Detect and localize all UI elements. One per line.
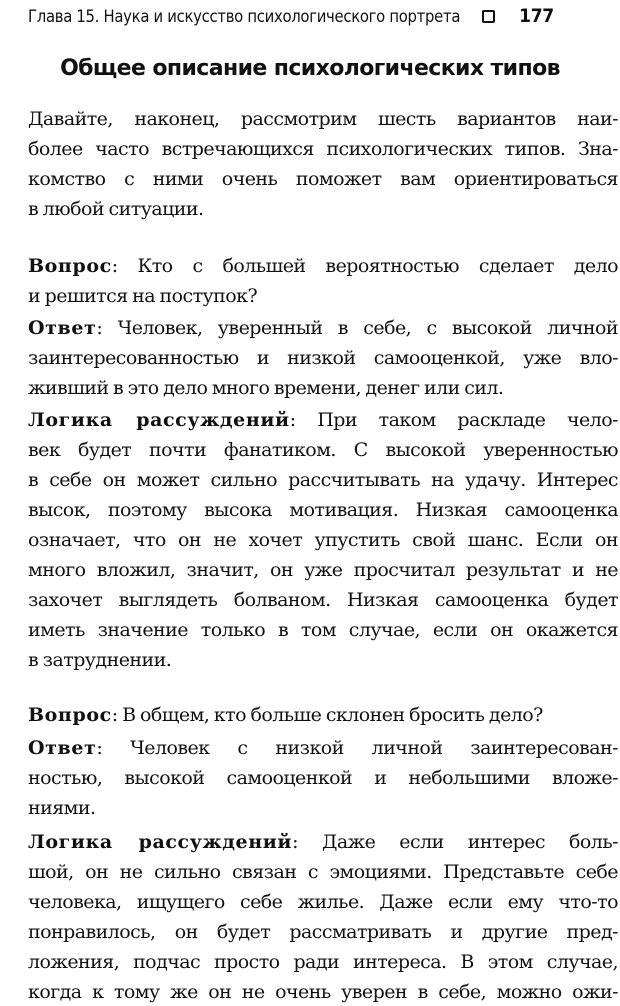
- text-line: в затруднении.: [28, 649, 172, 671]
- chapter-title: Глава 15. Наука и искусство психологического портрета: [28, 6, 461, 26]
- text-line: высок, поэтому высока мотивация. Низкая самооценка: [28, 499, 618, 521]
- square-bullet-icon: [482, 10, 495, 23]
- text-line: ностью, высокой самооценкой и небольшими вложе-: [28, 767, 618, 789]
- question-text: : Кто с большей вероятностью сделает дело: [111, 255, 618, 277]
- text-line: иметь значение только в том случае, если он окажется: [28, 619, 618, 641]
- text-line: [28, 405, 618, 435]
- text-line: означает, что он не хочет упустить свой шанс. Если он: [28, 529, 618, 551]
- reasoning-term: Логика рассуждений: [28, 831, 293, 853]
- reasoning-text: : При таком раскладе чело-: [289, 409, 618, 431]
- answer-term: Ответ: [28, 317, 97, 339]
- running-header: [28, 2, 616, 30]
- answer-text: : Человек с низкой личной заинтересован-: [96, 737, 618, 759]
- question-paragraph-2: [28, 700, 618, 730]
- reasoning-term: Логика рассуждений: [28, 409, 290, 431]
- section-heading: Общее описание психологических типов: [60, 56, 560, 81]
- text-line: в себе он может сильно рассчитывать на удачу. Интерес: [28, 469, 618, 491]
- text-line: более часто встречающихся психологических типов. Зна-: [28, 138, 618, 160]
- reasoning-paragraph-1: [28, 405, 618, 675]
- answer-paragraph-2: [28, 733, 618, 823]
- text-line: понравилось, он будет рассматривать и другие пред-: [28, 921, 618, 943]
- text-line: когда к тому же он не очень уверен в себе, можно ожи-: [28, 981, 618, 1003]
- text-line: шой, он не сильно связан с эмоциями. Представьте себе: [28, 861, 618, 883]
- text-line: и решится на поступок?: [28, 285, 258, 307]
- text-line: комство с ними очень поможет вам ориентироваться: [28, 168, 618, 190]
- text-line: ложения, подчас просто ради интереса. В этом случае,: [28, 951, 618, 973]
- text-line: Давайте, наконец, рассмотрим шесть вариантов наи-: [28, 108, 618, 130]
- answer-paragraph-1: [28, 313, 618, 403]
- text-line: в любой ситуации.: [28, 198, 204, 220]
- text-line: человека, ищущего себе жилье. Даже если ему что-то: [28, 891, 618, 913]
- question-term: Вопрос: [28, 255, 112, 277]
- text-line: [28, 700, 618, 730]
- answer-term: Ответ: [28, 737, 97, 759]
- text-line: [28, 251, 618, 281]
- text-line: ниями.: [28, 797, 96, 819]
- intro-paragraph: [28, 104, 618, 224]
- question-term: Вопрос: [28, 704, 112, 726]
- text-line: [28, 827, 618, 857]
- reasoning-text: : Даже если интерес боль-: [292, 831, 618, 853]
- text-line: [28, 733, 618, 763]
- text-line: живший в это дело много времени, денег или сил.: [28, 377, 504, 399]
- question-paragraph-1: [28, 251, 618, 311]
- reasoning-paragraph-2: [28, 827, 618, 1006]
- answer-text: : Человек, уверенный в себе, с высокой личной: [96, 317, 618, 339]
- text-line: много вложил, значит, он уже просчитал результат и не: [28, 559, 618, 581]
- question-text: : В общем, кто больше склонен бросить дело?: [111, 704, 543, 726]
- text-line: заинтересованностью и низкой самооценкой, уже вло-: [28, 347, 618, 369]
- text-line: [28, 313, 618, 343]
- text-line: век будет почти фанатиком. С высокой уверенностью: [28, 439, 618, 461]
- page-number: 177: [519, 5, 554, 27]
- text-line: захочет выглядеть болваном. Низкая самооценка будет: [28, 589, 618, 611]
